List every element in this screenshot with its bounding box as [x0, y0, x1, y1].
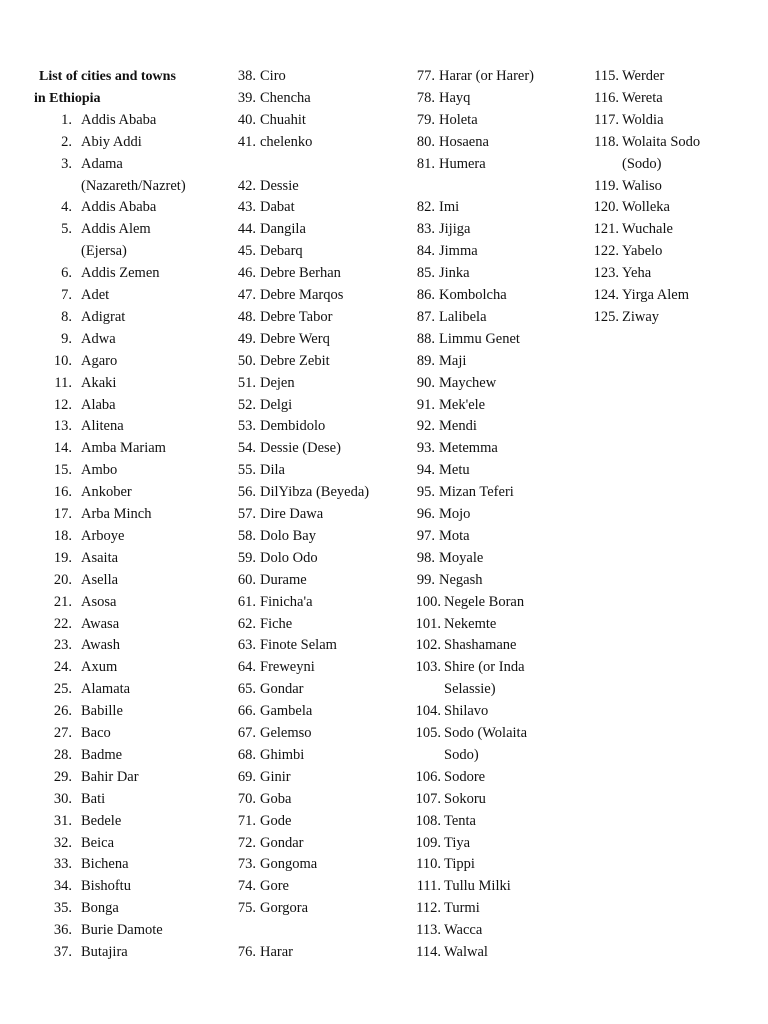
- list-item-name: Moyale: [439, 549, 484, 566]
- list-item-name: Debre Tabor: [260, 308, 333, 325]
- list-item-number: 65.: [237, 681, 256, 698]
- list-item-name: Chuahit: [260, 111, 306, 128]
- list-item-name: Limmu Genet: [439, 330, 520, 347]
- list-item-number: 80.: [416, 133, 435, 150]
- list-item-number: 14.: [53, 440, 72, 457]
- list-item-number: 49.: [237, 330, 256, 347]
- list-item-number: 22.: [53, 615, 72, 632]
- list-item-number: 75.: [237, 900, 256, 917]
- list-item-number: 68.: [237, 746, 256, 763]
- list-item-name: chelenko: [260, 133, 313, 150]
- list-item-name: Shilavo: [444, 703, 489, 720]
- list-item-number: 62.: [237, 615, 256, 632]
- list-item-name: Badme: [81, 746, 123, 763]
- list-item-number: 84.: [416, 243, 435, 260]
- list-item-number: 20.: [53, 571, 72, 588]
- list-item-number: 94.: [416, 462, 435, 479]
- list-item-number: 82.: [416, 199, 435, 216]
- list-item-name: Lalibela: [439, 308, 487, 325]
- list-item-name: Amba Mariam: [81, 440, 166, 457]
- list-item-number: 77.: [416, 68, 435, 84]
- list-item-name: Tenta: [444, 812, 476, 829]
- list-item-number: 47.: [237, 287, 256, 303]
- list-item-number: 16.: [53, 484, 72, 501]
- list-item-name: Hosaena: [439, 133, 489, 150]
- list-item-number: 18.: [53, 527, 72, 544]
- list-item-number: 17.: [53, 506, 72, 522]
- list-item-number: 32.: [53, 834, 72, 851]
- list-item-number: 83.: [416, 221, 435, 238]
- list-item-name: Mendi: [439, 418, 477, 435]
- list-item-name: Dila: [260, 462, 285, 479]
- list-item-name: Ginir: [260, 768, 291, 785]
- list-item-number: 95.: [416, 484, 435, 501]
- list-item-name: Imi: [439, 199, 460, 216]
- list-item-number: 103.: [415, 659, 441, 676]
- list-item-name: Ambo: [81, 462, 118, 479]
- list-item-name: Babille: [81, 703, 123, 720]
- list-item-number: 23.: [53, 637, 72, 654]
- list-item-name: Agaro: [81, 352, 118, 369]
- list-item-number: 72.: [237, 834, 256, 851]
- list-item-number: 115.: [594, 68, 619, 84]
- list-item-number: 122.: [593, 243, 619, 260]
- list-item-number: 69.: [237, 768, 256, 785]
- list-item-number: 27.: [53, 725, 72, 741]
- list-item-number: 61.: [237, 593, 256, 610]
- list-item-number: 113.: [416, 922, 441, 939]
- list-item-name: Alitena: [81, 418, 124, 435]
- list-item-number: 125.: [593, 308, 619, 325]
- list-item-name: Dejen: [260, 374, 295, 391]
- list-item-number: 109.: [415, 834, 441, 851]
- list-item-number: 53.: [237, 418, 256, 435]
- list-item-name: Gambela: [260, 703, 313, 720]
- list-item-number: 51.: [237, 374, 256, 391]
- list-item-number: 1.: [61, 111, 72, 128]
- list-item-number: 38.: [237, 68, 256, 84]
- list-item-name: Wolaita Sodo: [622, 133, 701, 150]
- list-item-number: 28.: [53, 746, 72, 763]
- list-item-number: 96.: [416, 506, 435, 522]
- list-item-name: Jinka: [439, 265, 470, 282]
- list-item-number: 100.: [415, 593, 441, 610]
- list-item-name: Ankober: [81, 484, 132, 501]
- list-item-name: Freweyni: [260, 659, 315, 676]
- list-item-name: Dessie: [260, 177, 299, 194]
- list-item-number: 58.: [237, 527, 256, 544]
- list-item-name: DilYibza (Beyeda): [260, 484, 370, 501]
- list-item-name: Walwal: [444, 944, 488, 960]
- list-item-name: Adama: [81, 155, 123, 172]
- list-item-name: Arboye: [81, 527, 125, 544]
- list-item-number: 98.: [416, 549, 435, 566]
- list-item-name: Bichena: [81, 856, 129, 873]
- list-item-name: Awasa: [81, 615, 120, 632]
- list-item-number: 108.: [415, 812, 441, 829]
- list-item-number: 104.: [415, 703, 441, 720]
- list-item-number: 6.: [61, 265, 72, 282]
- list-item-name: Ciro: [260, 68, 286, 84]
- list-item-number: 9.: [61, 330, 72, 347]
- list-item-number: 117.: [594, 111, 619, 128]
- list-item-name: Adwa: [81, 330, 116, 347]
- list-item-number: 66.: [237, 703, 256, 720]
- list-item-name: Durame: [260, 571, 307, 588]
- list-item-name: Metemma: [439, 440, 498, 457]
- list-item-name: Humera: [439, 155, 486, 172]
- list-item-number: 74.: [237, 878, 256, 895]
- list-item-name: Gode: [260, 812, 292, 829]
- list-item-number: 52.: [237, 396, 256, 413]
- list-item-name: Wolleka: [622, 199, 670, 216]
- list-item-name: Gore: [260, 878, 289, 895]
- list-item-name: Asosa: [81, 593, 117, 610]
- list-item-name: Finote Selam: [260, 637, 337, 654]
- list-item-name: Tippi: [444, 856, 475, 873]
- list-item-name: Metu: [439, 462, 470, 479]
- list-item-name: Maychew: [439, 374, 497, 391]
- list-item-number: 107.: [415, 790, 441, 807]
- list-item-number: 40.: [237, 111, 256, 128]
- list-item-number: 124.: [593, 287, 619, 303]
- list-item-number: 78.: [416, 89, 435, 106]
- list-item-number: 118.: [594, 133, 619, 150]
- list-item-number: 25.: [53, 681, 72, 698]
- list-item-name: Bishoftu: [81, 878, 131, 895]
- list-item-name: Waliso: [622, 177, 662, 194]
- list-item-number: 64.: [237, 659, 256, 676]
- list-item-name: Goba: [260, 790, 292, 807]
- list-item-name: Gelemso: [260, 725, 312, 741]
- list-item-number: 93.: [416, 440, 435, 457]
- list-item-number: 44.: [237, 221, 256, 238]
- list-item-name: Sodo (Wolaita: [444, 725, 527, 741]
- list-item-name: Gondar: [260, 681, 304, 698]
- list-item-number: 92.: [416, 418, 435, 435]
- list-item-name: Burie Damote: [81, 922, 163, 939]
- list-item-name-continued: Sodo): [444, 746, 479, 763]
- list-item-name: Bahir Dar: [81, 768, 139, 785]
- list-item-number: 76.: [237, 944, 256, 960]
- list-item-number: 48.: [237, 308, 256, 325]
- list-item-name: Wuchale: [622, 221, 673, 238]
- list-item-name: Holeta: [439, 111, 478, 128]
- list-item-number: 88.: [416, 330, 435, 347]
- list-item-number: 70.: [237, 790, 256, 807]
- list-item-name: Bonga: [81, 900, 119, 917]
- list-item-name: Bati: [81, 790, 106, 807]
- list-item-number: 79.: [416, 111, 435, 128]
- list-item-number: 59.: [237, 549, 256, 566]
- list-item-number: 57.: [237, 506, 256, 522]
- list-item-number: 89.: [416, 352, 435, 369]
- list-item-name-continued: (Sodo): [622, 155, 662, 172]
- list-item-name: Finicha'a: [260, 593, 313, 610]
- list-item-number: 110.: [416, 856, 441, 873]
- list-item-number: 106.: [415, 768, 441, 785]
- list-item-number: 105.: [415, 725, 441, 741]
- list-item-number: 123.: [593, 265, 619, 282]
- list-item-number: 101.: [415, 615, 441, 632]
- list-item-number: 41.: [237, 133, 256, 150]
- list-item-number: 26.: [53, 703, 72, 720]
- list-item-number: 114.: [416, 944, 441, 960]
- list-item-name: Addis Ababa: [81, 199, 157, 216]
- list-item-number: 55.: [237, 462, 256, 479]
- list-item-name: Gorgora: [260, 900, 309, 917]
- list-item-number: 39.: [237, 89, 256, 106]
- list-item-number: 29.: [53, 768, 72, 785]
- title-line-2: in Ethiopia: [34, 90, 101, 106]
- list-item-name: Tullu Milki: [444, 878, 511, 895]
- list-item-number: 45.: [237, 243, 256, 260]
- list-item-number: 13.: [53, 418, 72, 435]
- list-item-name: Dolo Odo: [260, 549, 318, 566]
- list-item-name: Dolo Bay: [260, 527, 316, 544]
- list-item-number: 42.: [237, 177, 256, 194]
- list-item-number: 97.: [416, 527, 435, 544]
- list-item-number: 3.: [61, 155, 72, 172]
- list-item-name: Adigrat: [81, 308, 126, 325]
- list-item-name: Jijiga: [439, 221, 471, 238]
- list-item-number: 21.: [53, 593, 72, 610]
- list-item-number: 99.: [416, 571, 435, 588]
- list-item-name: Kombolcha: [439, 287, 507, 303]
- list-item-name: Fiche: [260, 615, 293, 632]
- document-title: [34, 66, 176, 110]
- list-item-name: Debre Werq: [260, 330, 330, 347]
- list-item-name: Maji: [439, 352, 467, 369]
- list-item-name: Gondar: [260, 834, 304, 851]
- list-item-number: 46.: [237, 265, 256, 282]
- list-item-number: 120.: [593, 199, 619, 216]
- list-item-number: 119.: [594, 177, 619, 194]
- list-item-name: Mojo: [439, 506, 471, 522]
- list-item-name: Chencha: [260, 89, 311, 106]
- list-item-name: Beica: [81, 834, 115, 851]
- list-item-number: 34.: [53, 878, 72, 895]
- list-item-name: Dire Dawa: [260, 506, 324, 522]
- list-item-name: Delgi: [260, 396, 293, 413]
- list-item-number: 71.: [237, 812, 256, 829]
- list-item-name: Yirga Alem: [622, 287, 689, 303]
- list-item-name: Alaba: [81, 396, 116, 413]
- list-item-number: 56.: [237, 484, 256, 501]
- list-item-number: 30.: [53, 790, 72, 807]
- list-item-name: Debre Berhan: [260, 265, 341, 282]
- list-item-number: 7.: [61, 287, 72, 303]
- list-item-name-continued: Selassie): [444, 681, 496, 698]
- list-item-name: Axum: [81, 659, 118, 676]
- list-item-name: Addis Alem: [81, 221, 151, 238]
- list-item-number: 35.: [53, 900, 72, 917]
- list-item-name: Addis Ababa: [81, 111, 157, 128]
- list-item-number: 11.: [54, 374, 72, 391]
- list-item-name: Harar (or Harer): [439, 68, 534, 84]
- list-item-name: Shire (or Inda: [444, 659, 525, 676]
- list-item-number: 43.: [237, 199, 256, 216]
- list-item-name: Wereta: [622, 89, 663, 106]
- list-item-number: 37.: [53, 944, 72, 960]
- list-item-number: 2.: [61, 133, 72, 150]
- list-item-number: 50.: [237, 352, 256, 369]
- list-item-name: Asella: [81, 571, 119, 588]
- list-item-name: Werder: [622, 68, 665, 84]
- list-item-number: 54.: [237, 440, 256, 457]
- list-item-name: Debre Marqos: [260, 287, 344, 303]
- list-item-name: Dabat: [260, 199, 295, 216]
- list-item-name: Dangila: [260, 221, 306, 238]
- list-item-number: 87.: [416, 308, 435, 325]
- list-item-number: 86.: [416, 287, 435, 303]
- list-item-name: Yeha: [622, 265, 652, 282]
- list-item-number: 31.: [53, 812, 72, 829]
- list-item-number: 4.: [61, 199, 72, 216]
- list-item-number: 10.: [53, 352, 72, 369]
- list-item-name: Bedele: [81, 812, 122, 829]
- list-item-number: 24.: [53, 659, 72, 676]
- list-item-name-continued: (Ejersa): [81, 243, 127, 260]
- list-item-number: 33.: [53, 856, 72, 873]
- list-item-name: Abiy Addi: [81, 133, 142, 150]
- list-item-number: 91.: [416, 396, 435, 413]
- list-item-number: 36.: [53, 922, 72, 939]
- list-item-number: 8.: [61, 308, 72, 325]
- list-item-name: Mota: [439, 527, 470, 544]
- list-item-name: Woldia: [622, 111, 664, 128]
- list-item-name: Tiya: [444, 834, 471, 851]
- list-item-name: Akaki: [81, 374, 117, 391]
- list-item-name: Nekemte: [444, 615, 497, 632]
- list-item-name: Yabelo: [622, 243, 663, 260]
- list-item-name: Butajira: [81, 944, 128, 960]
- list-item-number: 85.: [416, 265, 435, 282]
- list-item-name: Arba Minch: [81, 506, 152, 522]
- title-line-1: List of cities and towns: [39, 69, 176, 84]
- list-item-name: Dessie (Dese): [260, 440, 341, 457]
- list-item-number: 15.: [53, 462, 72, 479]
- list-item-name: Alamata: [81, 681, 131, 698]
- list-item-name: Debarq: [260, 243, 303, 260]
- list-item-number: 19.: [53, 549, 72, 566]
- list-item-number: 60.: [237, 571, 256, 588]
- list-item-name: Mizan Teferi: [439, 484, 514, 501]
- list-item-name: Baco: [81, 725, 111, 741]
- list-item-name: Gongoma: [260, 856, 318, 873]
- list-item-name: Shashamane: [444, 637, 517, 654]
- list-item-number: 111.: [416, 878, 441, 895]
- list-item-name: Mek'ele: [439, 396, 486, 413]
- list-item-name: Ghimbi: [260, 746, 305, 763]
- list-item-name: Sodore: [444, 768, 486, 785]
- list-item-name: Ziway: [622, 308, 660, 325]
- list-item-name: Asaita: [81, 549, 119, 566]
- list-item-name: Awash: [81, 637, 120, 654]
- list-item-number: 67.: [237, 725, 256, 741]
- list-item-name: Debre Zebit: [260, 352, 330, 369]
- list-item-number: 90.: [416, 374, 435, 391]
- list-item-number: 116.: [594, 89, 619, 106]
- list-item-number: 112.: [416, 900, 441, 917]
- list-item-number: 63.: [237, 637, 256, 654]
- list-item-number: 5.: [61, 221, 72, 238]
- list-item-name: Adet: [81, 287, 110, 303]
- list-item-number: 121.: [593, 221, 619, 238]
- list-item-name: Wacca: [444, 922, 483, 939]
- list-item-name: Harar: [260, 944, 294, 960]
- list-item-name: Negele Boran: [444, 593, 525, 610]
- list-item-number: 12.: [53, 396, 72, 413]
- list-item-name: Dembidolo: [260, 418, 326, 435]
- list-item-name: Hayq: [439, 89, 471, 106]
- list-item-name-continued: (Nazareth/Nazret): [81, 177, 186, 194]
- list-item-number: 102.: [415, 637, 441, 654]
- list-item-name: Turmi: [444, 900, 480, 917]
- list-item-number: 81.: [416, 155, 435, 172]
- list-item-name: Sokoru: [444, 790, 486, 807]
- list-item-name: Negash: [439, 571, 483, 588]
- list-item-number: 73.: [237, 856, 256, 873]
- list-item-name: Addis Zemen: [81, 265, 160, 282]
- list-item-name: Jimma: [439, 243, 478, 260]
